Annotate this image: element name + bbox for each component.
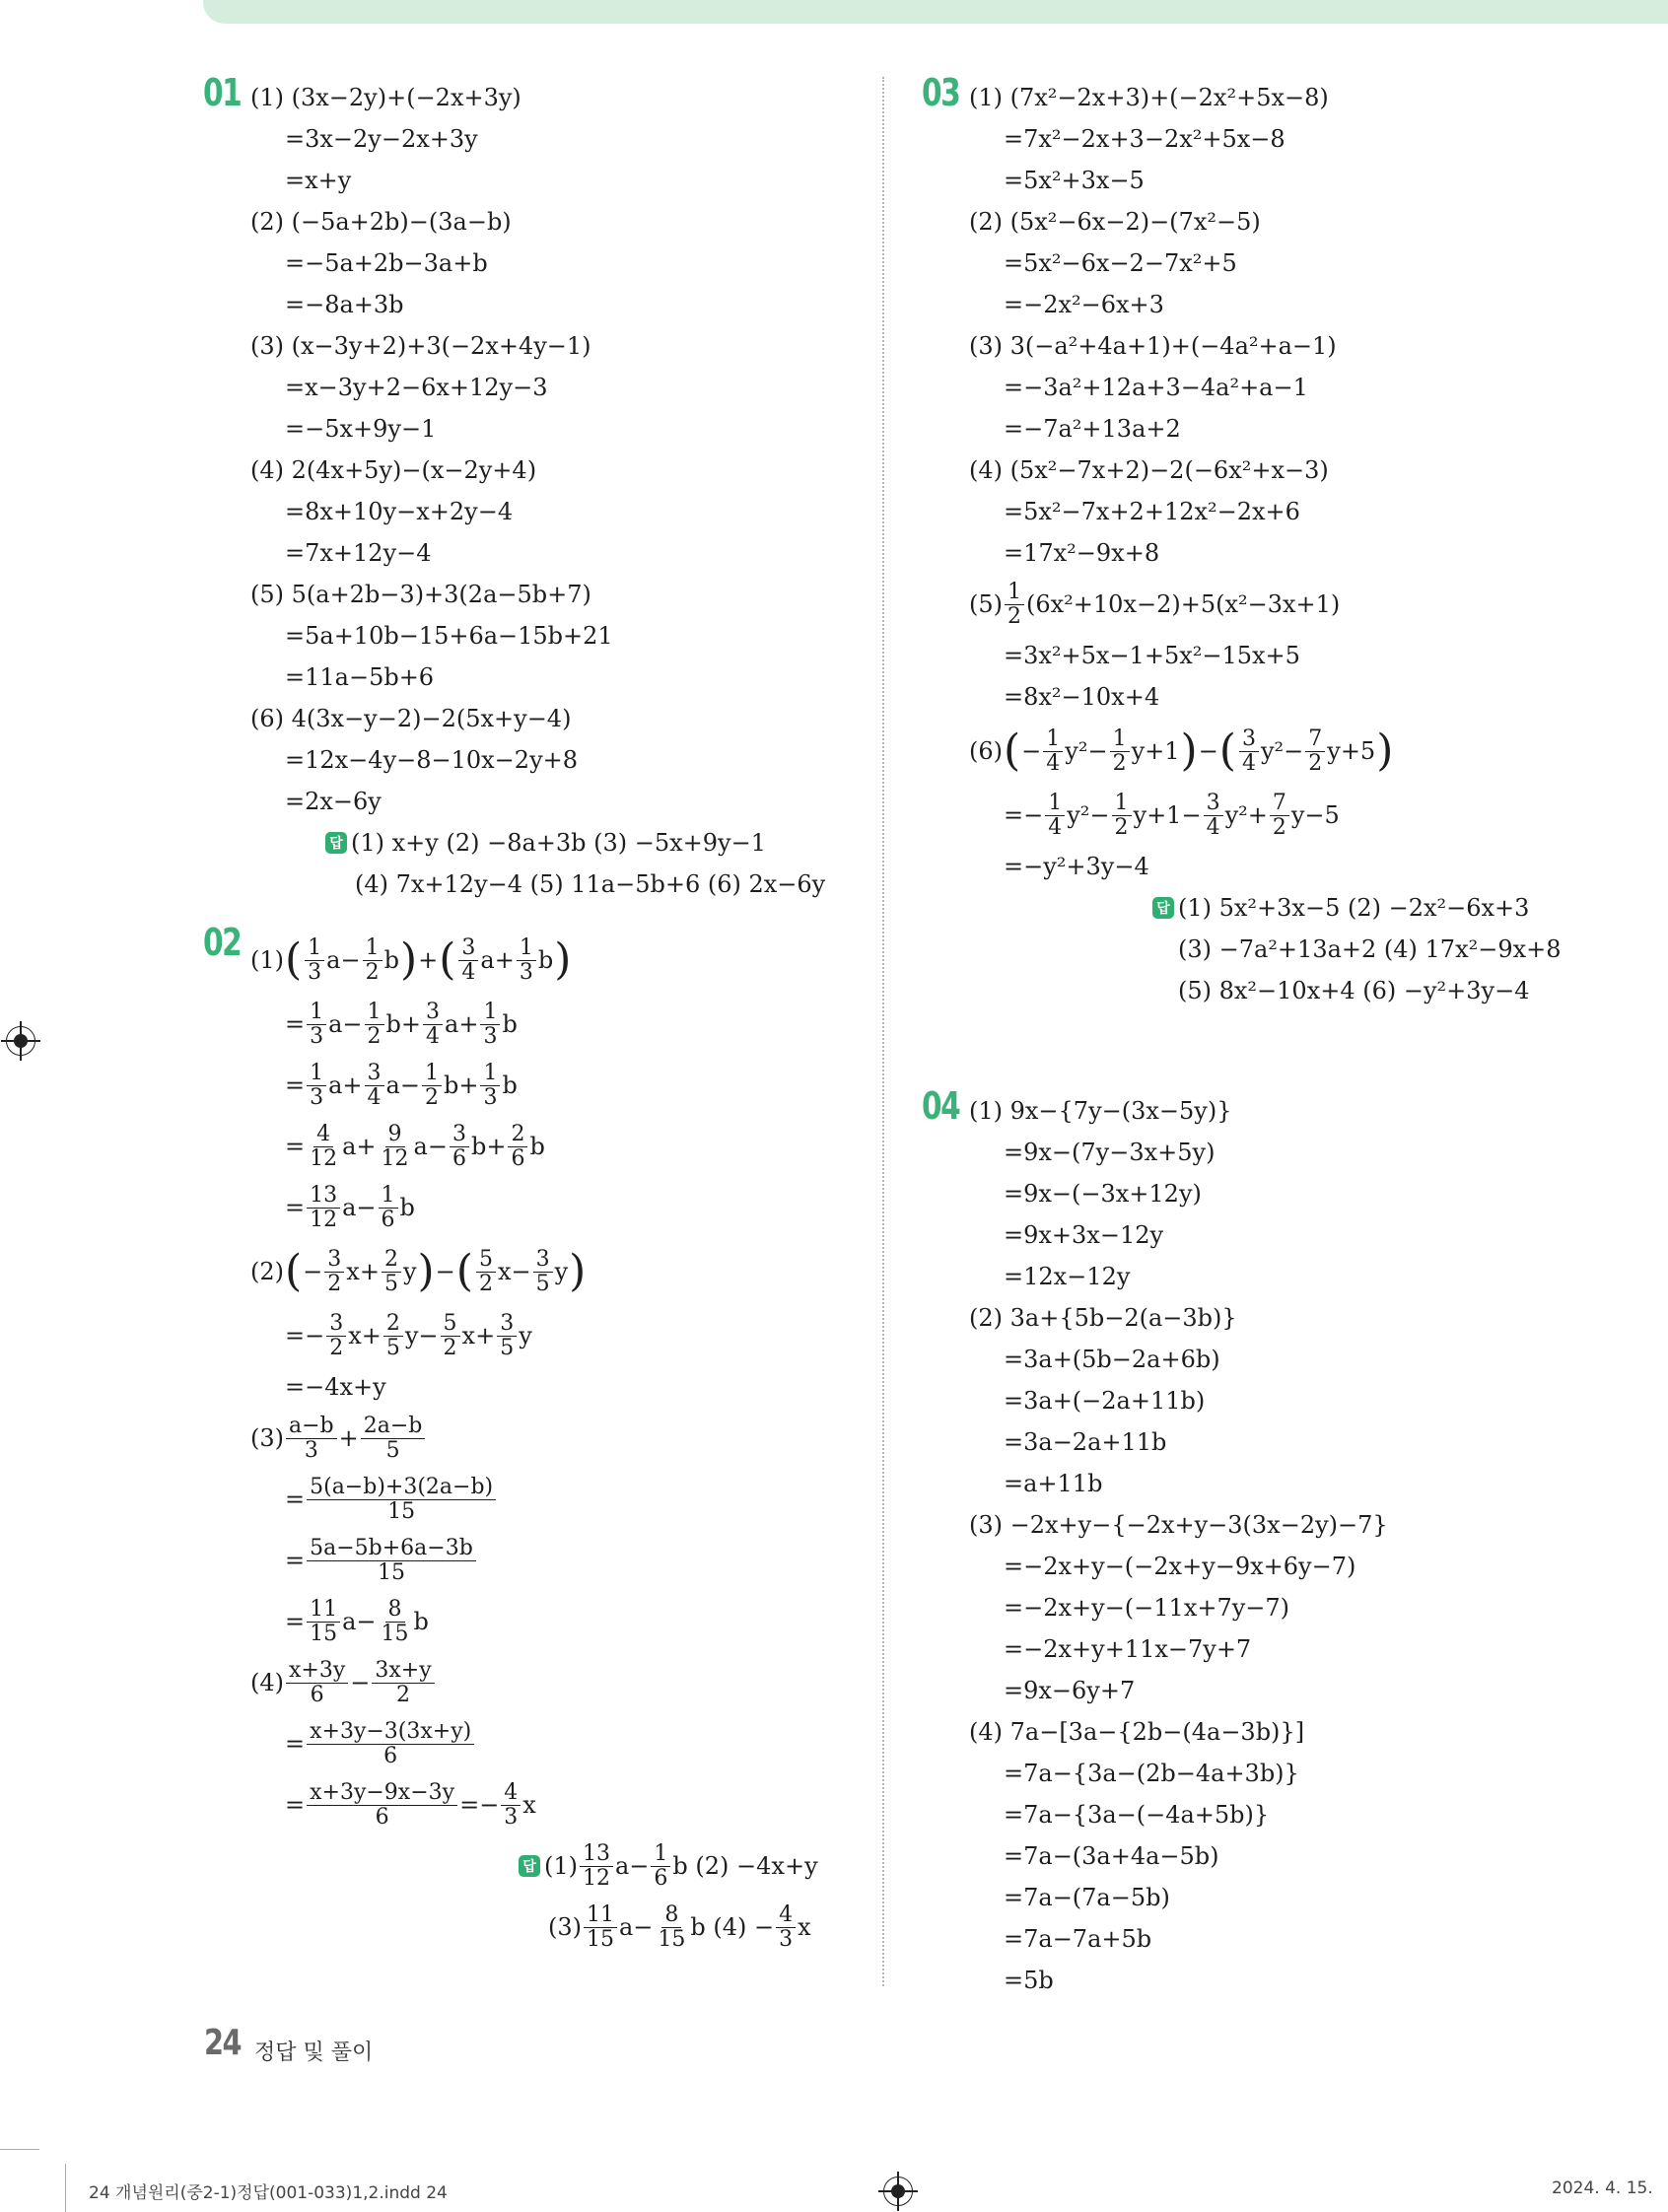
fraction: $\frac{3}{2}$ [324, 1248, 344, 1294]
math-line: =9x−(−3x+12y) [1004, 1180, 1202, 1208]
fraction: $\frac{4}{3}$ [776, 1903, 796, 1950]
math-line: =9x−6y+7 [1004, 1677, 1136, 1704]
math-line: = $\frac{1}{3}$ a− $\frac{1}{2}$ b+ $\frac{3}{4}$ a+ $\frac{1}{3}$ b [285, 1000, 518, 1049]
math-line: =5x²−6x−2−7x²+5 [1004, 249, 1237, 277]
fraction: $\frac{3}{4}$ [1239, 727, 1259, 774]
fraction: $\frac{1}{3}$ [307, 1001, 326, 1047]
math-line: =3x−2y−2x+3y [285, 125, 478, 153]
term: a+ [480, 946, 515, 974]
slug-filename: 24 개념원리(중2-1)정답(001-033)1,2.indd 24 [89, 2183, 448, 2203]
crop-mark [65, 2164, 66, 2212]
answer-text: (3) −7a²+13a+2 (4) 17x²−9x+8 [1178, 935, 1562, 963]
math-line: =a+11b [1004, 1470, 1103, 1497]
top-decor-band [203, 0, 1668, 24]
math-line: =5b [1004, 1967, 1054, 1994]
fraction: $\frac{13}{12}$ [307, 1184, 340, 1230]
fraction: $\frac{13}{12}$ [580, 1842, 613, 1889]
math-line: (6) ( − $\frac{1}{4}$ y²− $\frac{1}{2}$ y+1 ) − ( $\frac{3}{4}$ y²− $\frac{7}{2}$ y+5 ) [969, 726, 1394, 776]
fraction: $\frac{1}{4}$ [1045, 792, 1065, 838]
paren: ( [285, 934, 303, 985]
math-line: =−8a+3b [285, 291, 404, 318]
math-line: =−7a²+13a+2 [1004, 415, 1181, 443]
fraction: $\frac{5}{2}$ [441, 1312, 460, 1358]
answer-text: (5) 8x²−10x+4 (6) −y²+3y−4 [1178, 977, 1530, 1004]
math-line: =2x−6y [285, 788, 382, 815]
math-line: (4) 2(4x+5y)−(x−2y+4) [250, 456, 537, 484]
fraction: $\frac{1}{2}$ [365, 1001, 384, 1047]
fraction: $\frac{x+3y-3(3x+y)}{6}$ [307, 1720, 474, 1766]
math-line: = $\frac{4}{12}$ a+ $\frac{9}{12}$ a− $\frac{3}{6}$ b+ $\frac{2}{6}$ b [285, 1122, 545, 1171]
fraction: $\frac{1}{2}$ [1005, 581, 1024, 627]
math-line: (4) $\frac{x+3y}{6}$ − $\frac{3x+y}{2}$ [250, 1652, 818, 1713]
math-line: =8x²−10x+4 [1004, 683, 1160, 711]
math-line: (4) 7a−[3a−{2b−(4a−3b)}] [969, 1718, 1305, 1746]
fraction: $\frac{9}{12}$ [381, 1122, 409, 1171]
answer-mark-icon: 답 [325, 832, 347, 854]
fraction: $\frac{3}{4}$ [423, 1001, 443, 1047]
math-line: =5a+10b−15+6a−15b+21 [285, 622, 613, 650]
column-divider [882, 77, 884, 1986]
term: a− [326, 946, 361, 974]
math-line: (1) 9x−{7y−(3x−5y)} [969, 1097, 1232, 1125]
math-line: =−5a+2b−3a+b [285, 249, 488, 277]
fraction: $\frac{3x+y}{2}$ [372, 1659, 434, 1705]
math-line: (3) −2x+y−{−2x+y−3(3x−2y)−7} [969, 1511, 1388, 1539]
fraction: $\frac{3}{2}$ [326, 1312, 346, 1358]
answer-line: (3) $\frac{11}{15}$ a− $\frac{8}{15}$ b (4) − $\frac{4}{3}$ x [548, 1902, 811, 1952]
fraction: $\frac{1}{3}$ [305, 936, 324, 983]
fraction: $\frac{x+3y-9x-3y}{6}$ [307, 1781, 457, 1828]
fraction: $\frac{3}{5}$ [533, 1248, 553, 1294]
math-line: = $\frac{11}{15}$ a− $\frac{8}{15}$ b [285, 1597, 429, 1646]
math-line: (1) (3x−2y)+(−2x+3y) [250, 84, 521, 111]
registration-mark-icon [6, 1026, 35, 1056]
math-line: (3) $\frac{a-b}{3}$ + $\frac{2a-b}{5}$ [250, 1408, 818, 1469]
paren: ) [554, 934, 572, 985]
registration-mark-icon [883, 2177, 913, 2206]
math-line: =8x+10y−x+2y−4 [285, 498, 514, 525]
answer-mark-icon: 답 [519, 1855, 540, 1877]
fraction: $\frac{11}{15}$ [307, 1598, 340, 1644]
math-line: =12x−12y [1004, 1263, 1131, 1290]
math-line: =7x²−2x+3−2x²+5x−8 [1004, 125, 1286, 153]
math-line: (1) (7x²−2x+3)+(−2x²+5x−8) [969, 84, 1329, 111]
answer-line [250, 822, 825, 864]
fraction: $\frac{5(a-b)+3(2a-b)}{15}$ [307, 1476, 496, 1522]
answer-line: 답 (1) $\frac{13}{12}$ a− $\frac{1}{6}$ b (2) −4x+y [250, 1835, 818, 1897]
fraction: $\frac{5a-5b+6a-3b}{15}$ [307, 1537, 476, 1583]
math-line: =3a+(5b−2a+6b) [1004, 1346, 1220, 1373]
math-line: =3a+(−2a+11b) [1004, 1387, 1206, 1415]
term: b [537, 946, 554, 974]
math-line: =−y²+3y−4 [1004, 853, 1149, 880]
fraction: $\frac{8}{15}$ [381, 1597, 409, 1646]
math-line: =7a−{3a−(−4a+5b)} [1004, 1801, 1270, 1829]
fraction: $\frac{1}{6}$ [651, 1842, 670, 1889]
term: b [383, 946, 399, 974]
fraction: $\frac{11}{15}$ [584, 1903, 617, 1950]
part-label: (1) [250, 946, 284, 974]
section-label: 정답 및 풀이 [254, 2040, 374, 2065]
math-line: =−2x+y−(−2x+y−9x+6y−7) [1004, 1553, 1356, 1580]
fraction: $\frac{1}{6}$ [379, 1184, 398, 1230]
math-line: =− $\frac{3}{2}$ x+ $\frac{2}{5}$ y− $\frac{5}{2}$ x+ $\frac{3}{5}$ y [285, 1311, 532, 1360]
math-line: =−3a²+12a+3−4a²+a−1 [1004, 374, 1308, 401]
math-line: (6) 4(3x−y−2)−2(5x+y−4) [250, 705, 572, 732]
answer-text: (1) x+y (2) −8a+3b (3) −5x+9y−1 [351, 829, 766, 857]
answer-text: (4) 7x+12y−4 (5) 11a−5b+6 (6) 2x−6y [355, 870, 826, 898]
math-line: =7x+12y−4 [285, 539, 432, 567]
math-line: =5x²+3x−5 [1004, 167, 1145, 194]
fraction: $\frac{2}{6}$ [508, 1123, 527, 1169]
fraction: $\frac{1}{2}$ [1112, 792, 1132, 838]
answer-line [969, 887, 1562, 929]
math-line: =−2x²−6x+3 [1004, 291, 1164, 318]
math-line: = $\frac{13}{12}$ a− $\frac{1}{6}$ b [285, 1183, 415, 1232]
math-line: =x−3y+2−6x+12y−3 [285, 374, 548, 401]
math-line: =−2x+y+11x−7y+7 [1004, 1635, 1252, 1663]
fraction: $\frac{4}{12}$ [310, 1122, 338, 1171]
problem-number: 03 [922, 71, 960, 114]
math-line: (2) (5x²−6x−2)−(7x²−5) [969, 208, 1261, 236]
math-line: =x+y [285, 167, 352, 194]
fraction: $\frac{3}{6}$ [450, 1123, 469, 1169]
math-line: =3a−2a+11b [1004, 1428, 1167, 1456]
math-line: =7a−{3a−(2b−4a+3b)} [1004, 1760, 1299, 1787]
fraction: $\frac{2a-b}{5}$ [361, 1415, 426, 1461]
math-line: =7a−(7a−5b) [1004, 1884, 1170, 1911]
term: + [418, 946, 439, 974]
math-line: (5) $\frac{1}{2}$ (6x²+10x−2)+5(x²−3x+1) [969, 580, 1341, 629]
math-line: =7a−7a+5b [1004, 1925, 1152, 1953]
fraction: $\frac{1}{3}$ [480, 1062, 500, 1108]
math-line: =9x+3x−12y [1004, 1221, 1164, 1249]
math-line: =12x−4y−8−10x−2y+8 [285, 746, 578, 774]
fraction: $\frac{1}{2}$ [363, 936, 382, 983]
fraction: $\frac{5}{2}$ [476, 1248, 496, 1294]
fraction: $\frac{a-b}{3}$ [286, 1415, 337, 1461]
problem-number: 02 [203, 921, 242, 964]
math-line: =7a−(3a+4a−5b) [1004, 1842, 1219, 1870]
math-line: = $\frac{5(a-b)+3(2a-b)}{15}$ [250, 1469, 818, 1530]
fraction: $\frac{4}{3}$ [501, 1781, 521, 1828]
fraction: $\frac{1}{2}$ [1110, 727, 1130, 774]
math-line: =11a−5b+6 [285, 663, 435, 691]
fraction: $\frac{8}{15}$ [658, 1902, 686, 1952]
paren: ) [399, 934, 418, 985]
math-line: (3) (x−3y+2)+3(−2x+4y−1) [250, 332, 591, 360]
paren: ( [439, 934, 456, 985]
math-line: (5) 5(a+2b−3)+3(2a−5b+7) [250, 581, 591, 608]
math-line: (2) (−5a+2b)−(3a−b) [250, 208, 512, 236]
math-line: =5x²−7x+2+12x²−2x+6 [1004, 498, 1300, 525]
math-line: = $\frac{x+3y-9x-3y}{6}$ =− $\frac{4}{3}$ x [285, 1780, 536, 1830]
math-line: =−4x+y [285, 1373, 386, 1401]
fraction: $\frac{1}{3}$ [480, 1001, 500, 1047]
math-line: =17x²−9x+8 [1004, 539, 1160, 567]
math-line: = $\frac{x+3y-3(3x+y)}{6}$ [250, 1713, 818, 1774]
fraction: $\frac{1}{2}$ [422, 1062, 442, 1108]
slug-date: 2024. 4. 15. [1552, 2178, 1653, 2198]
fraction: $\frac{1}{4}$ [1043, 727, 1063, 774]
math-line: =− $\frac{1}{4}$ y²− $\frac{1}{2}$ y+1− $\frac{3}{4}$ y²+ $\frac{7}{2}$ y−5 [1004, 791, 1340, 840]
math-line: (2) ( − $\frac{3}{2}$ x+ $\frac{2}{5}$ y ) − ( $\frac{5}{2}$ x− $\frac{3}{5}$ y ) [250, 1246, 587, 1296]
math-line: = $\frac{1}{3}$ a+ $\frac{3}{4}$ a− $\frac{1}{2}$ b+ $\frac{1}{3}$ b [285, 1061, 518, 1110]
fraction: $\frac{2}{5}$ [383, 1312, 403, 1358]
math-line: =3x²+5x−1+5x²−15x+5 [1004, 642, 1300, 669]
fraction: $\frac{7}{2}$ [1270, 792, 1289, 838]
fraction: $\frac{3}{4}$ [458, 936, 478, 983]
problem-number: 04 [922, 1084, 960, 1128]
crop-mark [0, 2149, 39, 2150]
math-line: (3) 3(−a²+4a+1)+(−4a²+a−1) [969, 332, 1337, 360]
math-line: =−2x+y−(−11x+7y−7) [1004, 1594, 1290, 1622]
fraction: $\frac{3}{5}$ [497, 1312, 517, 1358]
math-line: (4) (5x²−7x+2)−2(−6x²+x−3) [969, 456, 1329, 484]
fraction: $\frac{3}{4}$ [1204, 792, 1223, 838]
math-line [250, 927, 818, 994]
fraction: $\frac{7}{2}$ [1305, 727, 1325, 774]
math-line: = $\frac{5a-5b+6a-3b}{15}$ [250, 1530, 818, 1591]
math-line: =−5x+9y−1 [285, 415, 437, 443]
fraction: $\frac{x+3y}{6}$ [286, 1659, 348, 1705]
answer-mark-icon: 답 [1152, 897, 1174, 919]
problem-number: 01 [203, 71, 242, 114]
fraction: $\frac{3}{4}$ [365, 1062, 384, 1108]
math-line: (2) 3a+{5b−2(a−3b)} [969, 1304, 1237, 1332]
math-line: =9x−(7y−3x+5y) [1004, 1139, 1216, 1166]
fraction: $\frac{1}{3}$ [517, 936, 536, 983]
answer-text: (1) 5x²+3x−5 (2) −2x²−6x+3 [1178, 894, 1530, 922]
fraction: $\frac{1}{3}$ [307, 1062, 326, 1108]
page-number: 24 [204, 2023, 241, 2063]
fraction: $\frac{2}{5}$ [382, 1248, 401, 1294]
